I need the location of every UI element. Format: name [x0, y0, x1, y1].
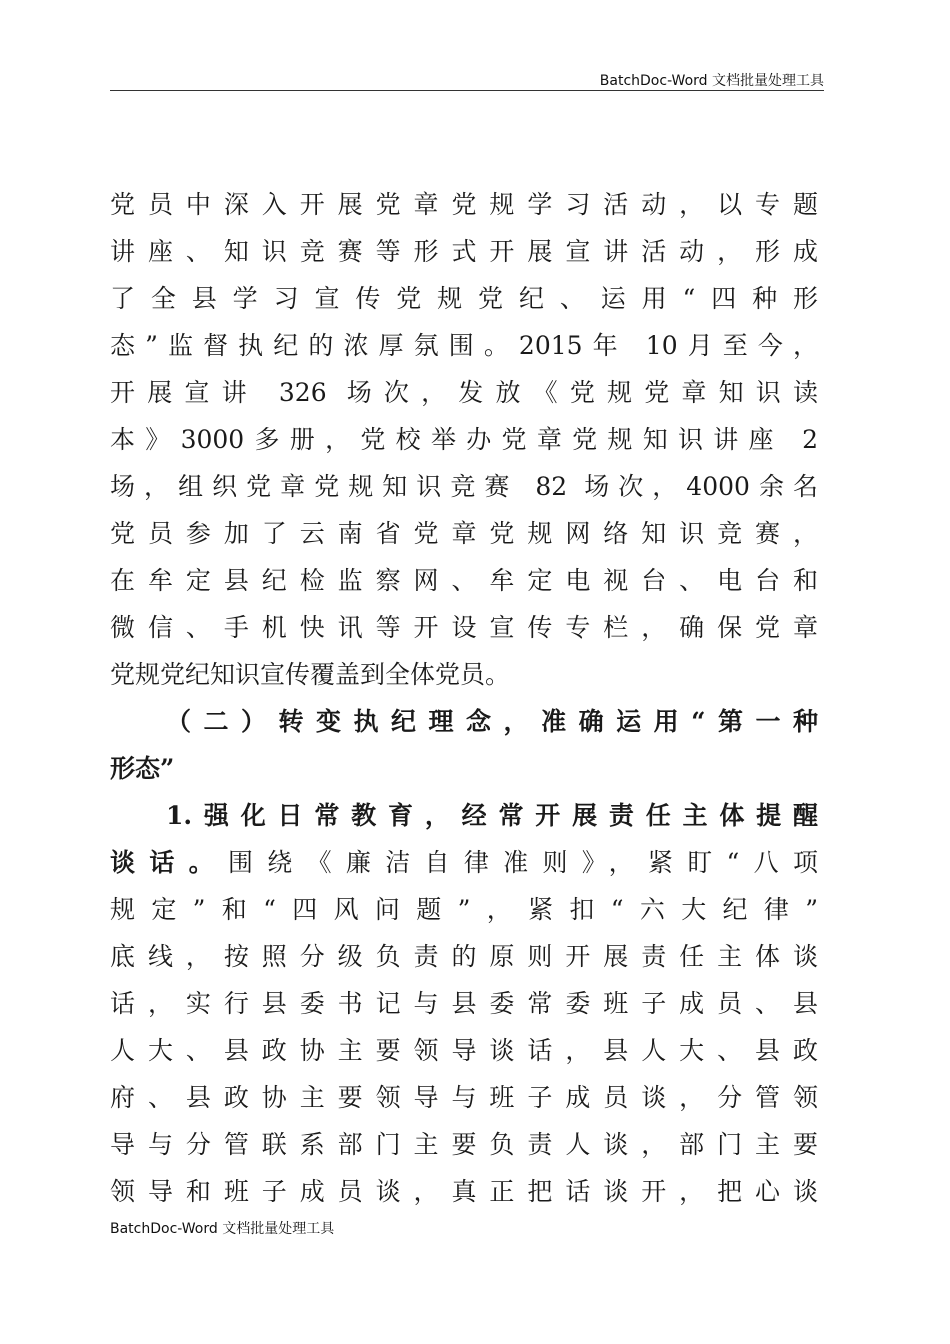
section-heading-2: [110, 698, 818, 792]
document-body: [110, 181, 818, 1215]
body-line: 本》3000多册，党校举办党章党规知识讲座 2: [110, 425, 818, 454]
paragraph-2: [110, 792, 818, 1215]
heading-line: （二）转变执纪理念，准确运用“第一种: [166, 707, 818, 736]
body-line: 党员中深入开展党章党规学习活动，以专题: [110, 190, 818, 219]
header-divider: [110, 90, 824, 91]
body-line: 话，实行县委书记与县委常委班子成员、县: [110, 989, 818, 1018]
page-footer: BatchDoc-Word 文档批量处理工具: [110, 1221, 335, 1237]
body-line: 场，组织党章党规知识竞赛 82 场次，4000余名: [110, 472, 818, 501]
body-line: 微信、手机快讯等开设宣传专栏，确保党章: [110, 613, 818, 642]
body-line: 讲座、知识竞赛等形式开展宣讲活动，形成: [110, 237, 818, 266]
body-line: 人大、县政协主要领导谈话，县人大、县政: [110, 1036, 818, 1065]
body-line: 党规党纪知识宣传覆盖到全体党员。: [110, 660, 511, 689]
subheading-line: 1.强化日常教育，经常开展责任主体提醒: [166, 801, 818, 830]
body-line: 态”监督执纪的浓厚氛围。2015年 10月至今，: [110, 331, 818, 360]
body-line: 领导和班子成员谈，真正把话谈开，把心谈: [110, 1177, 818, 1206]
body-line: 了全县学习宣传党规党纪、运用“四种形: [110, 284, 818, 313]
heading-line: 形态”: [110, 754, 175, 783]
page-header: BatchDoc-Word 文档批量处理工具: [599, 73, 824, 89]
body-line: 导与分管联系部门主要负责人谈，部门主要: [110, 1130, 818, 1159]
body-text: 围绕《廉洁自律准则》，紧盯“八项: [227, 848, 818, 877]
body-line: 规定”和“四风问题”，紧扣“六大纪律”: [110, 895, 818, 924]
body-line: 在牟定县纪检监察网、牟定电视台、电台和: [110, 566, 818, 595]
paragraph-1: [110, 181, 818, 698]
body-line: 府、县政协主要领导与班子成员谈，分管领: [110, 1083, 818, 1112]
body-line: 开展宣讲 326 场次，发放《党规党章知识读: [110, 378, 818, 407]
subheading-tail: 谈话。: [110, 848, 228, 877]
body-line: 党员参加了云南省党章党规网络知识竞赛，: [110, 519, 818, 548]
body-line-mixed: [110, 839, 818, 886]
body-line: 底线，按照分级负责的原则开展责任主体谈: [110, 942, 818, 971]
